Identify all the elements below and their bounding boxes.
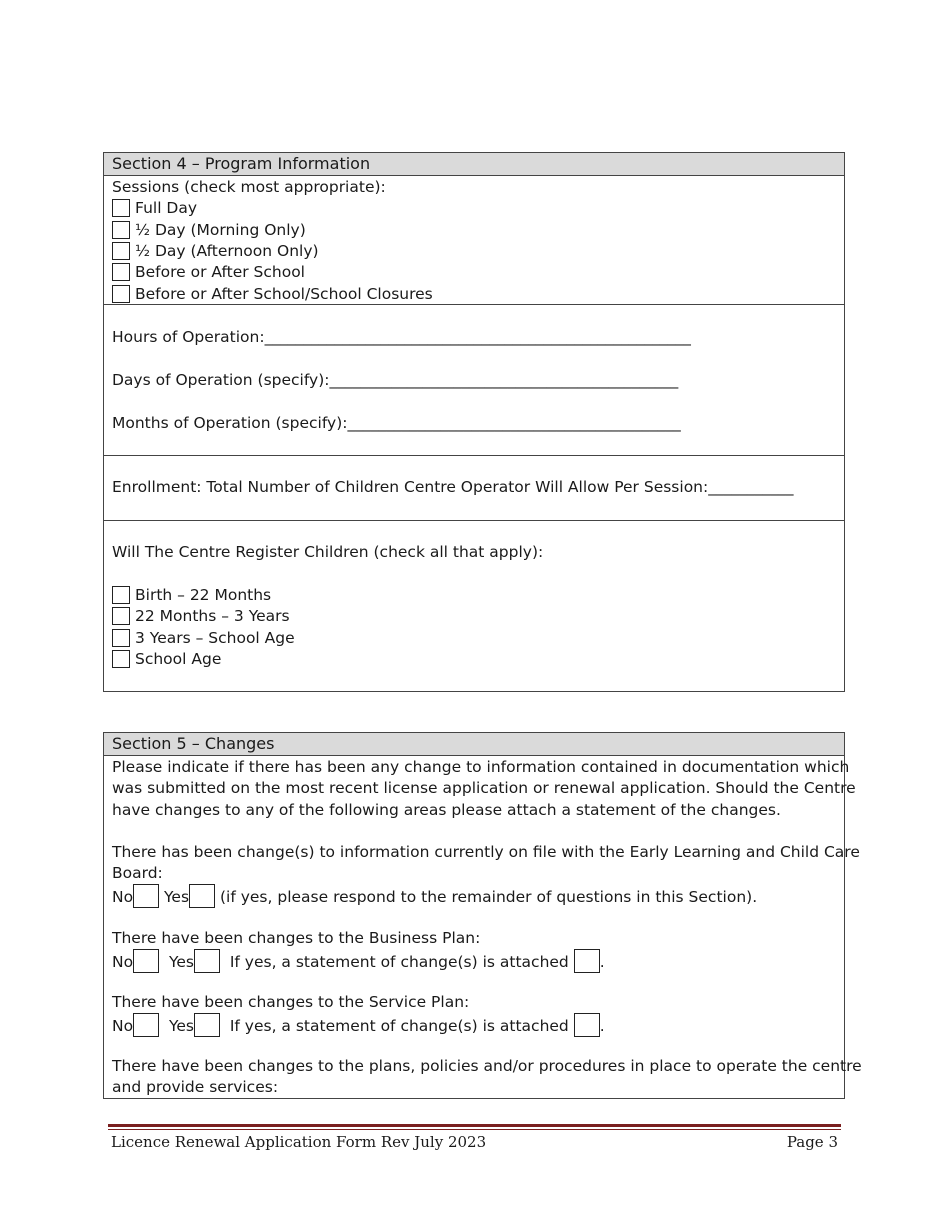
enrollment-block [104, 456, 844, 521]
session-option[interactable]: Before or After School/School Closures [112, 284, 433, 305]
hours-of-operation-field[interactable]: Hours of Operation:_______________________________________________________ [112, 328, 691, 346]
intro-line: Please indicate if there has been any change to information contained in documentation which [112, 758, 850, 776]
checkbox-half-day-morning[interactable] [112, 221, 130, 239]
footer-form-title: Licence Renewal Application Form Rev July 2023 [111, 1133, 487, 1151]
section-4-title: Section 4 – Program Information [104, 153, 844, 176]
q2-no-box[interactable] [133, 949, 159, 973]
q1-yes-box[interactable] [189, 884, 215, 908]
enrollment-field[interactable]: Enrollment: Total Number of Children Centre Operator Will Allow Per Session:___________ [112, 478, 794, 496]
q1-note: (if yes, please respond to the remainder of questions in this Section). [219, 888, 758, 906]
checkbox-full-day[interactable] [112, 199, 130, 217]
checkbox-birth-22-months[interactable] [112, 586, 130, 604]
footer-page-number: Page 3 [786, 1133, 838, 1151]
question-3-answer-row: No Yes If yes, a statement of change(s) is attached . [112, 1013, 605, 1037]
session-option[interactable]: Before or After School [112, 262, 305, 283]
section-4-table [103, 152, 845, 692]
question-1-line: Board: [112, 864, 163, 882]
sessions-block [104, 176, 844, 305]
q2-yes-box[interactable] [194, 949, 220, 973]
q2-attached-box[interactable] [574, 949, 600, 973]
operation-block [104, 305, 844, 456]
checkbox-22-months-3-years[interactable] [112, 607, 130, 625]
session-option[interactable]: ½ Day (Afternoon Only) [112, 241, 319, 262]
intro-line: have changes to any of the following areas please attach a statement of the changes. [112, 801, 781, 819]
register-block [104, 521, 844, 691]
age-group-option[interactable]: Birth – 22 Months [112, 585, 271, 606]
question-3-label: There have been changes to the Service Plan: [112, 993, 470, 1011]
age-group-option[interactable]: School Age [112, 649, 221, 670]
q3-no-box[interactable] [133, 1013, 159, 1037]
question-4-line: There have been changes to the plans, policies and/or procedures in place to operate the centre [112, 1057, 862, 1075]
question-1-answer-row: No Yes (if yes, please respond to the remainder of questions in this Section). [112, 884, 757, 908]
age-group-option[interactable]: 3 Years – School Age [112, 628, 295, 649]
footer-rule-thin [108, 1129, 841, 1130]
q3-attached-box[interactable] [574, 1013, 600, 1037]
section-5-title: Section 5 – Changes [104, 733, 844, 756]
months-of-operation-field[interactable]: Months of Operation (specify):___________________________________________ [112, 414, 681, 432]
question-2-answer-row: No Yes If yes, a statement of change(s) is attached . [112, 949, 605, 973]
days-of-operation-field[interactable]: Days of Operation (specify):_____________________________________________ [112, 371, 679, 389]
question-2-label: There have been changes to the Business Plan: [112, 929, 481, 947]
session-option[interactable]: ½ Day (Morning Only) [112, 220, 306, 241]
checkbox-3-years-school-age[interactable] [112, 629, 130, 647]
question-1-line: There has been change(s) to information currently on file with the Early Learning and Child Care [112, 843, 860, 861]
footer-rule [108, 1124, 841, 1127]
session-option[interactable]: Full Day [112, 198, 197, 219]
question-4-line: and provide services: [112, 1078, 279, 1096]
checkbox-half-day-afternoon[interactable] [112, 242, 130, 260]
changes-block [104, 756, 862, 1099]
q3-yes-box[interactable] [194, 1013, 220, 1037]
checkbox-school-age[interactable] [112, 650, 130, 668]
age-group-option[interactable]: 22 Months – 3 Years [112, 606, 290, 627]
intro-line: was submitted on the most recent license application or renewal application. Should the Centre [112, 779, 856, 797]
q1-no-box[interactable] [133, 884, 159, 908]
checkbox-before-after-school[interactable] [112, 263, 130, 281]
section-5-table [103, 732, 862, 1099]
checkbox-before-after-school-closures[interactable] [112, 285, 130, 303]
register-label: Will The Centre Register Children (check all that apply): [112, 543, 544, 561]
sessions-label: Sessions (check most appropriate): [112, 178, 386, 196]
